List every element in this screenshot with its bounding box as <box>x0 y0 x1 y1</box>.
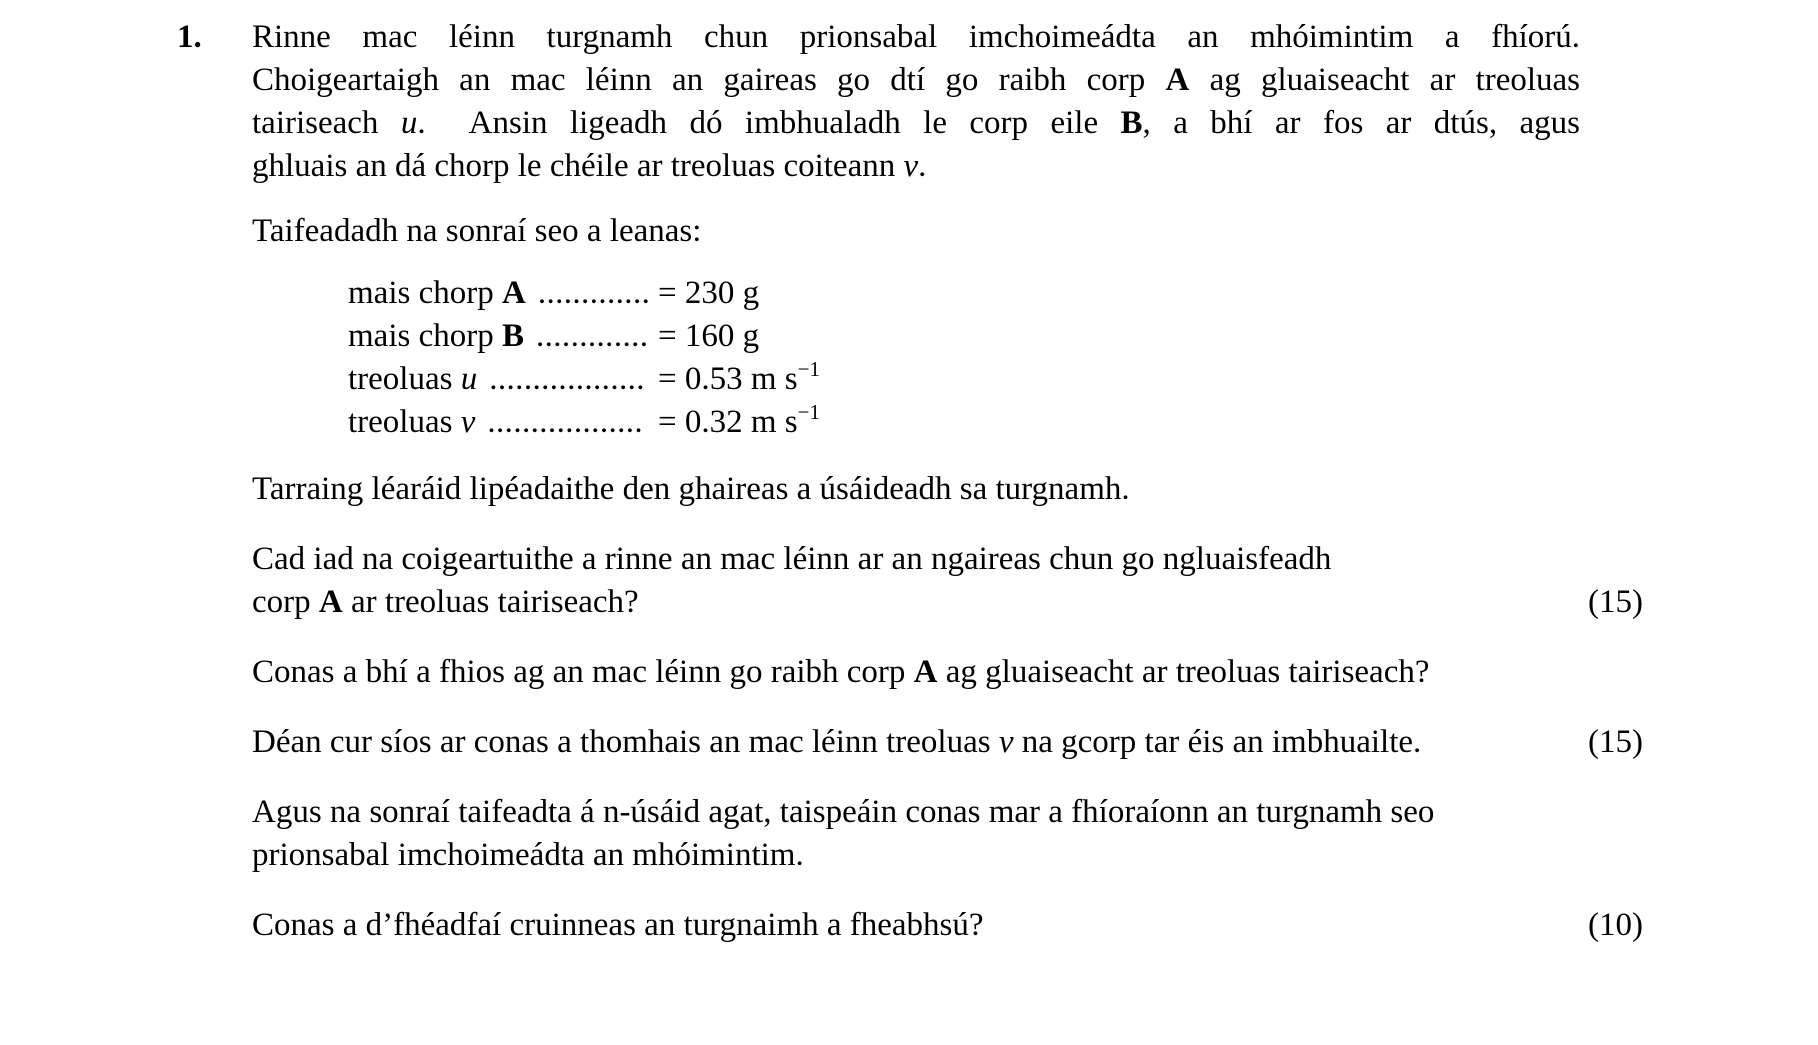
data-label <box>348 315 658 358</box>
text-segment: na gcorp tar éis an imbhuailte. <box>1013 724 1422 760</box>
recorded-data <box>252 272 1643 444</box>
text-segment: Choigeartaigh an mac léinn an gaireas go dtí go raibh corp <box>252 62 1166 98</box>
text-segment: u <box>400 105 418 141</box>
text-segment: ag gluaiseacht ar treoluas <box>1189 62 1581 98</box>
prompt-improve-accuracy <box>252 904 1643 947</box>
text-line <box>252 16 1580 59</box>
text-segment: Conas a d’fhéadfaí cruinneas an turgnaimh a fheabhsú? <box>252 907 984 943</box>
text-segment: v <box>903 148 919 184</box>
dot-leader: .................. <box>487 404 644 440</box>
question-body <box>252 16 1643 974</box>
paragraph-text <box>252 904 1580 947</box>
marks-label: (10) <box>1588 907 1643 943</box>
text-segment: mais chorp <box>348 275 502 311</box>
text-segment: ghluais an dá chorp le chéile ar treoluas coiteann <box>252 148 904 184</box>
text-segment: ag gluaiseacht ar treoluas tairiseach? <box>937 654 1430 690</box>
marks-label: (15) <box>1588 584 1643 620</box>
intro-paragraph <box>252 16 1643 188</box>
text-segment: , a bhí ar fos ar dtús, agus <box>1142 105 1580 141</box>
text-segment: corp <box>252 584 319 620</box>
paragraph-text <box>252 210 1580 253</box>
prompt-adjustments <box>252 538 1643 624</box>
dot-leader: ............. <box>537 275 651 311</box>
superscript-exponent: −1 <box>797 357 820 381</box>
text-segment: treoluas <box>348 361 461 397</box>
text-segment: Cad iad na coigeartuithe a rinne an mac léinn ar an ngaireas chun go ngluaisfeadh <box>252 541 1332 577</box>
text-line <box>252 59 1580 102</box>
text-line <box>252 210 1580 253</box>
text-line <box>252 468 1580 511</box>
text-segment: B <box>501 318 524 354</box>
data-row <box>348 315 1643 358</box>
text-segment: treoluas <box>348 404 461 440</box>
dot-leader: .................. <box>489 361 645 397</box>
text-segment: Tarraing léaráid lipéadaithe den ghaireas a úsáideadh sa turgnamh. <box>252 471 1130 507</box>
text-segment: v <box>998 724 1014 760</box>
paragraph-text <box>252 791 1580 877</box>
data-row <box>348 272 1643 315</box>
prompt-constant-velocity <box>252 651 1643 694</box>
text-line <box>252 102 1580 145</box>
data-value <box>658 272 1643 315</box>
paragraph-text <box>252 651 1580 694</box>
text-segment: = 0.32 m s <box>658 404 798 440</box>
data-intro <box>252 210 1643 253</box>
data-value <box>658 401 1643 444</box>
text-segment: Rinne mac léinn turgnamh chun prionsabal imchoimeádta an mhóimintim a fhíorú. <box>252 19 1580 55</box>
text-line <box>252 834 1580 877</box>
text-segment: . Ansin ligeadh dó imbhualadh le corp eile <box>417 105 1121 141</box>
text-segment: u <box>460 361 478 397</box>
text-line <box>252 538 1580 581</box>
text-segment: A <box>501 275 526 311</box>
text-segment: A <box>1165 62 1190 98</box>
data-value <box>658 315 1643 358</box>
text-line <box>252 581 1580 624</box>
text-segment: mais chorp <box>348 318 502 354</box>
text-segment: A <box>913 654 938 690</box>
text-line <box>252 904 1580 947</box>
data-list <box>348 272 1643 444</box>
text-segment: = 160 g <box>658 318 760 354</box>
text-segment: Conas a bhí a fhios ag an mac léinn go raibh corp <box>252 654 914 690</box>
text-segment: = 0.53 m s <box>658 361 798 397</box>
dot-leader: ............. <box>535 318 649 354</box>
text-segment: . <box>918 148 927 184</box>
text-line <box>252 145 1580 188</box>
text-segment: prionsabal imchoimeádta an mhóimintim. <box>252 837 804 873</box>
text-line <box>252 721 1580 764</box>
question-number: 1. <box>177 19 202 55</box>
text-segment: tairiseach <box>252 105 401 141</box>
text-segment: Déan cur síos ar conas a thomhais an mac léinn treoluas <box>252 724 999 760</box>
text-line <box>252 651 1580 694</box>
marks-label: (15) <box>1588 724 1643 760</box>
text-segment: ar treoluas tairiseach? <box>342 584 639 620</box>
prompt-draw-diagram <box>252 468 1643 511</box>
paragraph-text <box>252 721 1580 764</box>
text-line <box>252 791 1580 834</box>
text-segment: = 230 g <box>658 275 760 311</box>
data-value <box>658 358 1643 401</box>
paragraph-text <box>252 468 1580 511</box>
data-label <box>348 401 658 444</box>
text-segment: Agus na sonraí taifeadta á n-úsáid agat, taispeáin conas mar a fhíoraíonn an turgnamh seo <box>252 794 1435 830</box>
paragraph-text <box>252 538 1580 624</box>
prompt-verify-principle <box>252 791 1643 877</box>
data-row <box>348 358 1643 401</box>
paragraph-text <box>252 16 1580 188</box>
data-row <box>348 401 1643 444</box>
text-segment: v <box>460 404 476 440</box>
text-segment: Taifeadadh na sonraí seo a leanas: <box>252 213 702 249</box>
prompt-measure-velocity <box>252 721 1643 764</box>
data-label <box>348 358 658 401</box>
data-label <box>348 272 658 315</box>
superscript-exponent: −1 <box>797 400 820 424</box>
text-segment: A <box>318 584 343 620</box>
text-segment: B <box>1120 105 1143 141</box>
